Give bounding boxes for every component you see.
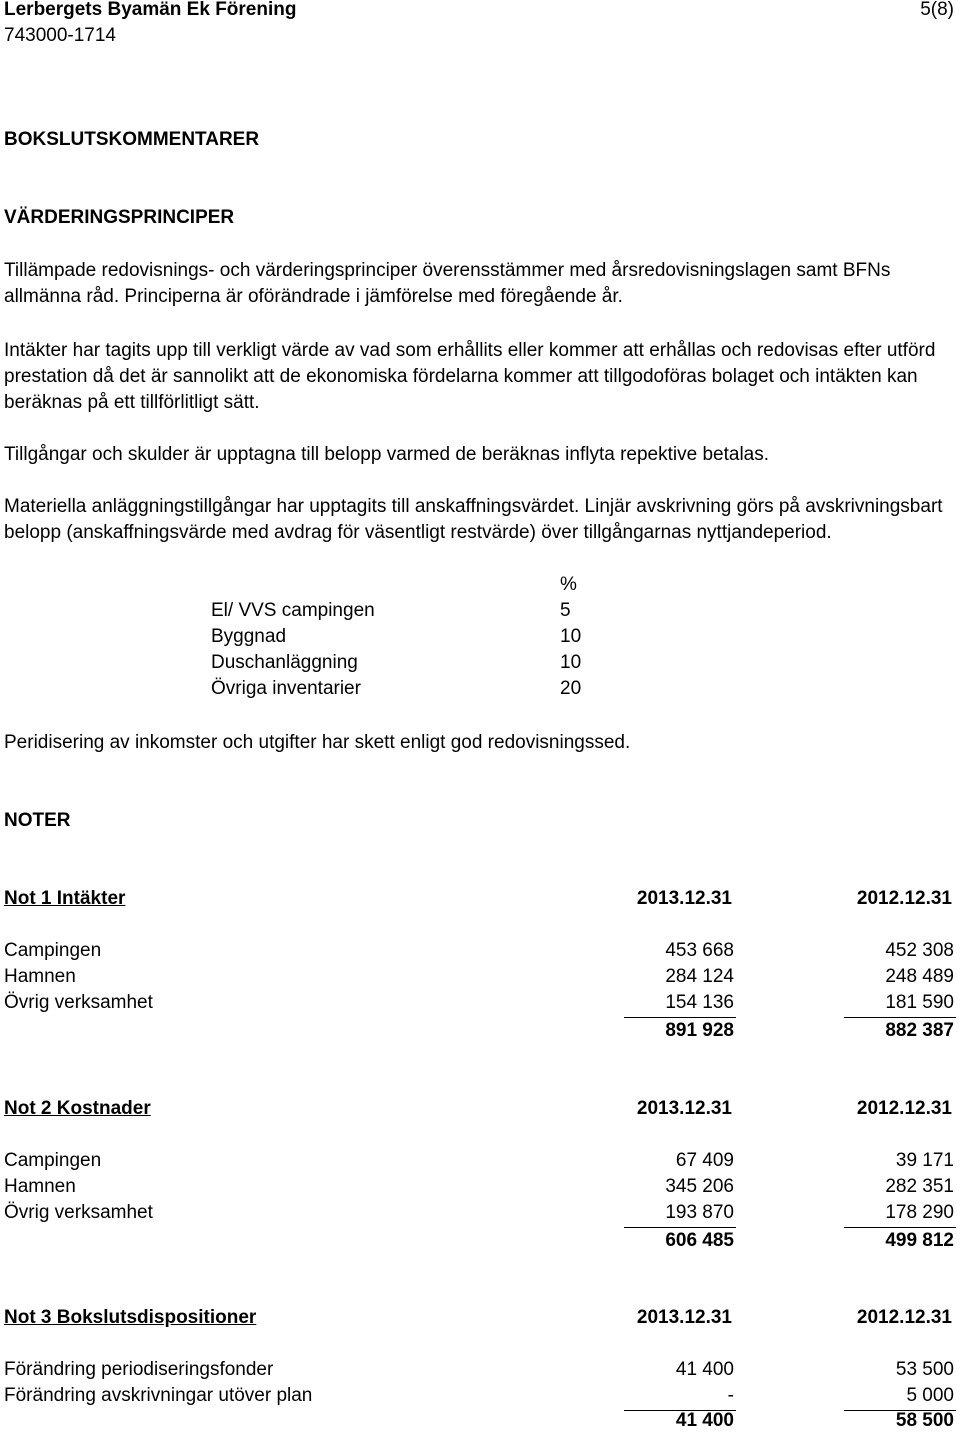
depreciation-row-label: Duschanläggning (211, 652, 358, 673)
note-total-2012: 58 500 (895, 1410, 954, 1431)
note-title: Not 2 Kostnader (4, 1098, 151, 1119)
note-col-2012: 2012.12.31 (856, 1307, 952, 1328)
note-row-value-2012: 53 500 (895, 1359, 954, 1380)
note-row-label: Övrig verksamhet (4, 992, 153, 1013)
note-total-2012: 499 812 (885, 1230, 954, 1251)
note-row-value-2012: 452 308 (885, 940, 954, 961)
depreciation-row-value: 20 (560, 678, 582, 699)
note-row-value-2012: 181 590 (885, 992, 954, 1013)
note-col-2012: 2012.12.31 (856, 1098, 952, 1119)
depreciation-row-label: Övriga inventarier (211, 678, 361, 699)
depreciation-row-label: El/ VVS campingen (211, 600, 375, 621)
note-row-label: Hamnen (4, 1176, 76, 1197)
title-bokslutskommentarer: BOKSLUTSKOMMENTARER (4, 129, 260, 150)
paragraph-principles: Tillämpade redovisnings- och värderingsprinciper överensstämmer med årsredovisningslagen samt BFNs allmänna råd. Principerna är oförändrade i jämförelse med föregående år. (4, 260, 891, 307)
paragraph-revenue: Intäkter har tagits upp till verkligt värde av vad som erhållits eller kommer att erhållas och redovisas efter utförd prestation då det är sannolikt att de ekonomiska fördelarna kommer att tillgodoföras bolaget och intäkten kan beräknas på ett tillförlitligt sätt. (4, 340, 936, 413)
note-total-2013: 891 928 (665, 1020, 734, 1041)
paragraph-fixed-assets: Materiella anläggningstillgångar har upptagits till anskaffningsvärdet. Linjär avskrivning görs på avskrivningsbart belopp (anskaffningsvärde med avdrag för väsentligt restvärde) över tillgångarnas nyttjandeperiod. (4, 496, 943, 543)
note-total-2013: 606 485 (665, 1230, 734, 1251)
note-row-value-2013: 67 409 (675, 1150, 734, 1171)
note-row-value-2013: 453 668 (665, 940, 734, 961)
note-title: Not 3 Bokslutsdispositioner (4, 1307, 257, 1328)
note-row-value-2013: 193 870 (665, 1202, 734, 1223)
note-row-value-2013: 284 124 (665, 966, 734, 987)
note-row-label: Övrig verksamhet (4, 1202, 153, 1223)
note-row-label: Hamnen (4, 966, 76, 987)
note-row-label: Campingen (4, 940, 102, 961)
note-col-2013: 2013.12.31 (636, 1307, 732, 1328)
note-row-value-2012: 178 290 (885, 1202, 954, 1223)
note-row-value-2012: 282 351 (885, 1176, 954, 1197)
note-row-value-2012: 248 489 (885, 966, 954, 987)
page-number: 5(8) (920, 0, 954, 20)
paragraph-assets: Tillgångar och skulder är upptagna till belopp varmed de beräknas inflyta repektive betalas. (4, 444, 770, 465)
note-row-value-2013: 41 400 (675, 1359, 734, 1380)
note-row-value-2013: 345 206 (665, 1176, 734, 1197)
paragraph-accruals: Peridisering av inkomster och utgifter har skett enligt god redovisningssed. (4, 732, 631, 753)
note-col-2013: 2013.12.31 (636, 1098, 732, 1119)
depreciation-row-value: 5 (560, 600, 571, 621)
note-row-label: Förändring avskrivningar utöver plan (4, 1385, 313, 1406)
org-name: Lerbergets Byamän Ek Förening (4, 0, 297, 20)
note-row-label: Campingen (4, 1150, 102, 1171)
note-title: Not 1 Intäkter (4, 888, 126, 909)
org-number: 743000-1714 (4, 25, 116, 46)
depreciation-row-label: Byggnad (211, 626, 287, 647)
note-row-label: Förändring periodiseringsfonder (4, 1359, 274, 1380)
note-total-2012: 882 387 (885, 1020, 954, 1041)
title-noter: NOTER (4, 810, 71, 831)
note-row-value-2012: 39 171 (895, 1150, 954, 1171)
depreciation-row-value: 10 (560, 626, 582, 647)
note-row-value-2013: - (727, 1385, 734, 1406)
note-col-2013: 2013.12.31 (636, 888, 732, 909)
note-col-2012: 2012.12.31 (856, 888, 952, 909)
depreciation-percent-header: % (560, 574, 577, 595)
depreciation-row-value: 10 (560, 652, 582, 673)
title-varderingsprinciper: VÄRDERINGSPRINCIPER (4, 207, 235, 228)
note-row-value-2012: 5 000 (906, 1385, 954, 1406)
note-row-value-2013: 154 136 (665, 992, 734, 1013)
note-total-2013: 41 400 (675, 1410, 734, 1431)
